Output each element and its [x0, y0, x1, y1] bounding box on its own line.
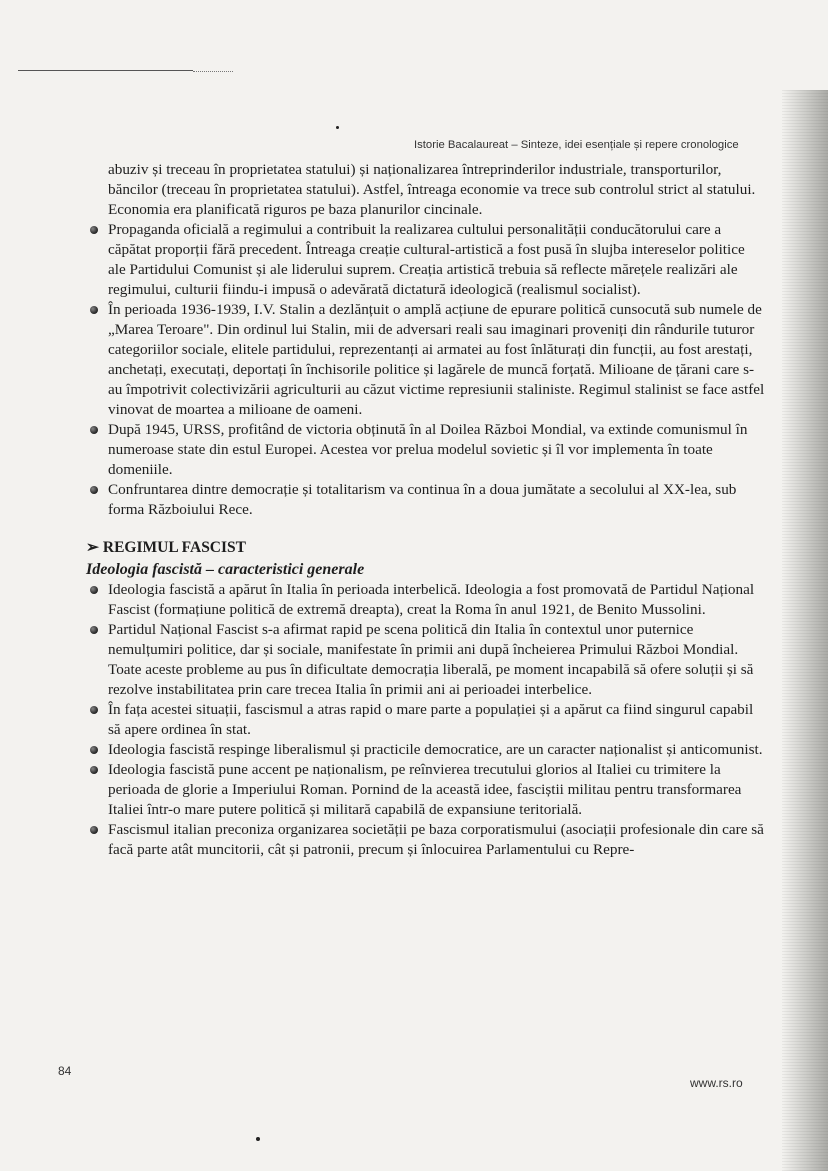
- top-rule-dotted: [193, 71, 233, 72]
- bullet-text: Fascismul italian preconiza organizarea societății pe baza corporatismului (asociații profesionale din care să facă parte atât muncitorii, cât și patronii, precum și înlocuirea Parlamentului cu Repre-: [108, 821, 764, 858]
- bullet-dot-icon: [90, 626, 98, 634]
- bullet-nationalism: [86, 760, 766, 820]
- section-heading: [86, 538, 766, 558]
- bullet-text: Ideologia fascistă respinge liberalismul și practicile democratice, are un caracter naționalist și anticomunist.: [108, 741, 763, 758]
- bullet-text: Ideologia fascistă a apărut în Italia în perioada interbelică. Ideologia a fost promovată de Partidul Național Fascist (formațiune politică de extremă dreapta), creat la Roma în anul 1921, de Benito Mussolini.: [108, 581, 755, 618]
- bullet-dot-icon: [90, 226, 98, 234]
- bullet-dot-icon: [90, 486, 98, 494]
- bullet-dot-icon: [90, 706, 98, 714]
- bullet-anti-liberal: [86, 740, 766, 760]
- bullet-text: În fața acestei situații, fascismul a atras rapid o mare parte a populației și a apărut ca fiind singurul capabil să apere ordinea în stat.: [108, 701, 754, 738]
- bullet-after-1945: [86, 420, 766, 480]
- bullet-dot-icon: [90, 746, 98, 754]
- bullet-great-terror: [86, 300, 766, 420]
- top-rule: [18, 70, 193, 71]
- bullet-corporatism: [86, 820, 766, 860]
- main-text: [86, 160, 766, 860]
- scan-speck: [336, 126, 339, 129]
- bullet-cult-personality: [86, 220, 766, 300]
- section-subtitle: Ideologia fascistă – caracteristici generale: [86, 561, 365, 578]
- bullet-dot-icon: [90, 586, 98, 594]
- bullet-dot-icon: [90, 306, 98, 314]
- footer-url: www.rs.ro: [690, 1076, 743, 1090]
- binding-shadow: [782, 90, 828, 1171]
- bullet-text: Ideologia fascistă pune accent pe naționalism, pe reînvierea trecutului glorios al Italiei cu trimitere la perioada de glorie a Imperiului Roman. Pornind de la această idee, fasciștii militau pentru transformarea Italiei într-o mare putere politică și militară capabilă de expansiune teritorială.: [108, 761, 742, 818]
- section-title: REGIMUL FASCIST: [102, 539, 246, 556]
- scan-speck: [256, 1137, 260, 1141]
- bullet-dot-icon: [90, 826, 98, 834]
- bullet-text: Confruntarea dintre democrație și totalitarism va continua în a doua jumătate a secolului al XX-lea, sub forma Războiului Rece.: [108, 481, 737, 518]
- bullet-text: Partidul Național Fascist s-a afirmat rapid pe scena politică din Italia în contextul unor puternice nemulțumiri politice, dar și sociale, manifestate în primii ani după încheierea Primului Război Mondial. Toate aceste probleme au pus în dificultate democrația liberală, pe moment incapabilă să ofere soluții și să rezolve instabilitatea prin care trecea Italia în primii ani ai perioadei interbelice.: [108, 621, 754, 698]
- bullet-fascist-party: [86, 620, 766, 700]
- bullet-dot-icon: [90, 766, 98, 774]
- intro-paragraph: abuziv și treceau în proprietatea statului) și naționalizarea întreprinderilor industriale, transporturilor, băncilor (treceau în proprietatea statului). Astfel, întreaga economie va trece sub controlul strict al statului. Economia era planificată riguros pe baza planurilor cincinale.: [108, 161, 756, 218]
- bullet-cold-war: [86, 480, 766, 520]
- arrow-icon: ➢: [86, 539, 99, 556]
- bullet-dot-icon: [90, 426, 98, 434]
- bullet-public-support: [86, 700, 766, 740]
- bullet-fascism-origin: [86, 580, 766, 620]
- page-number: 84: [58, 1064, 72, 1078]
- running-header: Istorie Bacalaureat – Sinteze, idei esențiale și repere cronologice: [414, 139, 739, 151]
- bullet-text: După 1945, URSS, profitând de victoria obținută în al Doilea Război Mondial, va extinde comunismul în numeroase state din estul Europei. Acestea vor prelua modelul sovietic și îl vor implementa în toate domeniile.: [108, 421, 748, 478]
- bullet-text: Propaganda oficială a regimului a contribuit la realizarea cultului personalității conducătorului care a căpătat proporții fără precedent. Întreaga creație cultural-artistică a fost pusă în slujba intereselor politice ale Partidului Comunist și ale liderului suprem. Creația artistică trebuia să reflecte mărețele realizări ale regimului, culturii fiindu-i impusă o adevărată dictatură ideologică (realismul socialist).: [108, 221, 745, 298]
- bullet-text: În perioada 1936-1939, I.V. Stalin a dezlănțuit o amplă acțiune de epurare politică cunsocută sub numele de „Marea Teroare". Din ordinul lui Stalin, mii de adversari reali sau imaginari proveniți din rândurile tuturor categoriilor sociale, elitele partidului, reprezentanți ai armatei au fost înlăturați din funcții, au fost arestați, anchetați, executați, deportați în închisorile politice și lagărele de muncă forțată. Milioane de țărani care s-au împotrivit colectivizării agriculturii au căzut victime represiunii staliniste. Regimul stalinist se face astfel vinovat de moartea a milioane de oameni.: [108, 301, 765, 418]
